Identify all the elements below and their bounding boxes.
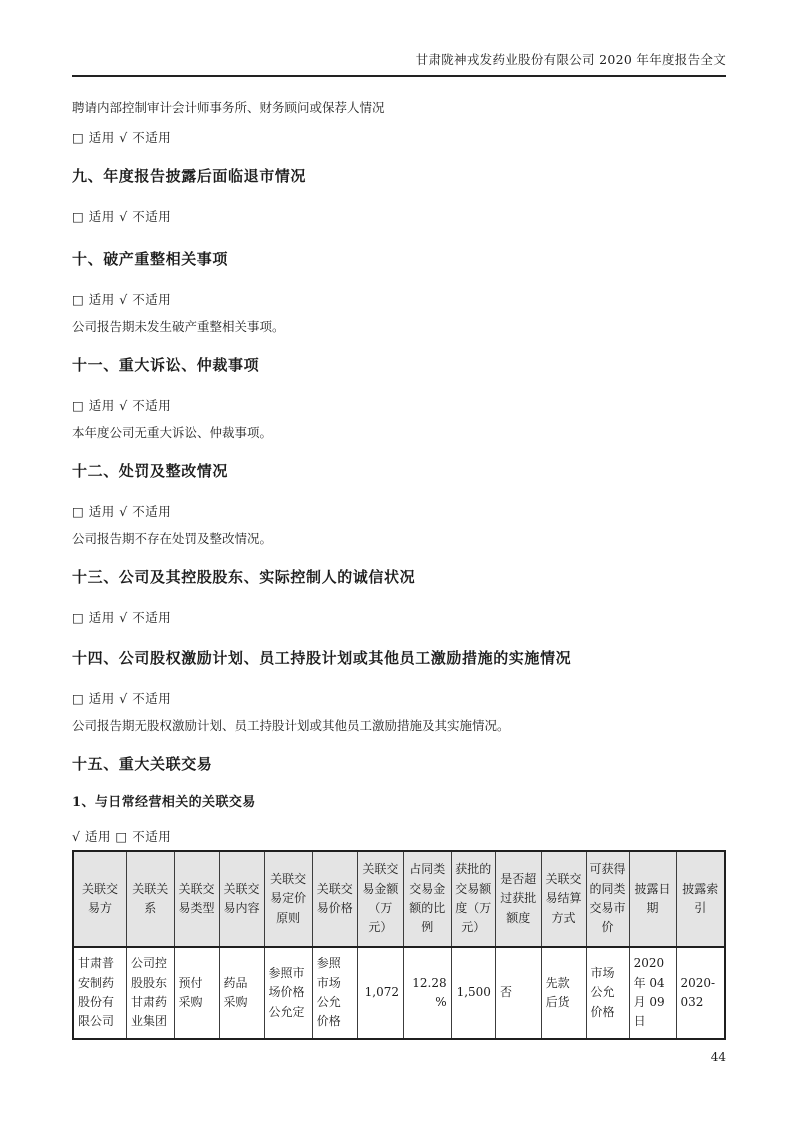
section-title-13: 十三、公司及其控股股东、实际控制人的诚信状况 (72, 568, 416, 586)
table-header-cell: 是否超过获批额度 (495, 851, 541, 947)
table-cell: 1,072 (357, 947, 403, 1039)
applicability-line: √ 适用 □ 不适用 (72, 829, 172, 844)
table-header-cell: 占同类交易金额的比例 (404, 851, 452, 947)
note-text: 公司报告期未发生破产重整相关事项。 (72, 319, 285, 334)
note-text: 本年度公司无重大诉讼、仲裁事项。 (72, 425, 273, 440)
table-cell: 市场公允价格 (586, 947, 629, 1039)
table-header-row (73, 851, 725, 947)
table-header-cell: 关联交易价格 (312, 851, 357, 947)
table-cell: 药品采购 (219, 947, 264, 1039)
table-cell: 1,500 (451, 947, 495, 1039)
intro-line: 聘请内部控制审计会计师事务所、财务顾问或保荐人情况 (72, 100, 385, 115)
applicability-line: □ 适用 √ 不适用 (72, 130, 172, 145)
table-header-cell: 披露日期 (629, 851, 676, 947)
section-title-14: 十四、公司股权激励计划、员工持股计划或其他员工激励措施的实施情况 (72, 649, 572, 667)
table-cell: 公司控股股东甘肃药业集团 (126, 947, 174, 1039)
page-number: 44 (710, 1050, 726, 1064)
report-header-title: 甘肃陇神戎发药业股份有限公司 2020 年年度报告全文 (72, 50, 726, 77)
applicability-line: □ 适用 √ 不适用 (72, 504, 172, 519)
table-cell: 12.28% (404, 947, 452, 1039)
table-header-cell: 关联交易定价原则 (264, 851, 312, 947)
applicability-line: □ 适用 √ 不适用 (72, 292, 172, 307)
applicability-line: □ 适用 √ 不适用 (72, 209, 172, 224)
section-title-11: 十一、重大诉讼、仲裁事项 (72, 356, 260, 374)
table-header-cell: 关联交易方 (73, 851, 126, 947)
table-cell: 预付采购 (174, 947, 219, 1039)
table-header-cell: 披露索引 (676, 851, 725, 947)
table-header-cell: 关联交易类型 (174, 851, 219, 947)
table-cell: 参照市场价格公允定 (264, 947, 312, 1039)
table-header-cell: 关联关系 (126, 851, 174, 947)
subsection-title: 1、与日常经营相关的关联交易 (72, 795, 256, 810)
note-text: 公司报告期无股权激励计划、员工持股计划或其他员工激励措施及其实施情况。 (72, 718, 510, 733)
section-title-15: 十五、重大关联交易 (72, 755, 213, 773)
section-title-10: 十、破产重整相关事项 (72, 250, 229, 268)
table-cell: 参照市场公允价格 (312, 947, 357, 1039)
table-header-cell: 获批的交易额度（万元） (451, 851, 495, 947)
related-transactions-table (72, 850, 726, 1040)
table-cell: 否 (495, 947, 541, 1039)
applicability-line: □ 适用 √ 不适用 (72, 610, 172, 625)
section-title-12: 十二、处罚及整改情况 (72, 462, 229, 480)
table-header-cell: 关联交易结算方式 (541, 851, 586, 947)
applicability-line: □ 适用 √ 不适用 (72, 398, 172, 413)
table-row (73, 947, 725, 1039)
table-cell: 先款后货 (541, 947, 586, 1039)
table-cell: 2020-032 (676, 947, 725, 1039)
note-text: 公司报告期不存在处罚及整改情况。 (72, 531, 273, 546)
section-title-9: 九、年度报告披露后面临退市情况 (72, 167, 307, 185)
table-cell: 2020 年 04 月 09 日 (629, 947, 676, 1039)
table-header-cell: 关联交易内容 (219, 851, 264, 947)
applicability-line: □ 适用 √ 不适用 (72, 691, 172, 706)
table-header-cell: 关联交易金额（万元） (357, 851, 403, 947)
table-header-cell: 可获得的同类交易市价 (586, 851, 629, 947)
table-cell: 甘肃普安制药股份有限公司 (73, 947, 126, 1039)
